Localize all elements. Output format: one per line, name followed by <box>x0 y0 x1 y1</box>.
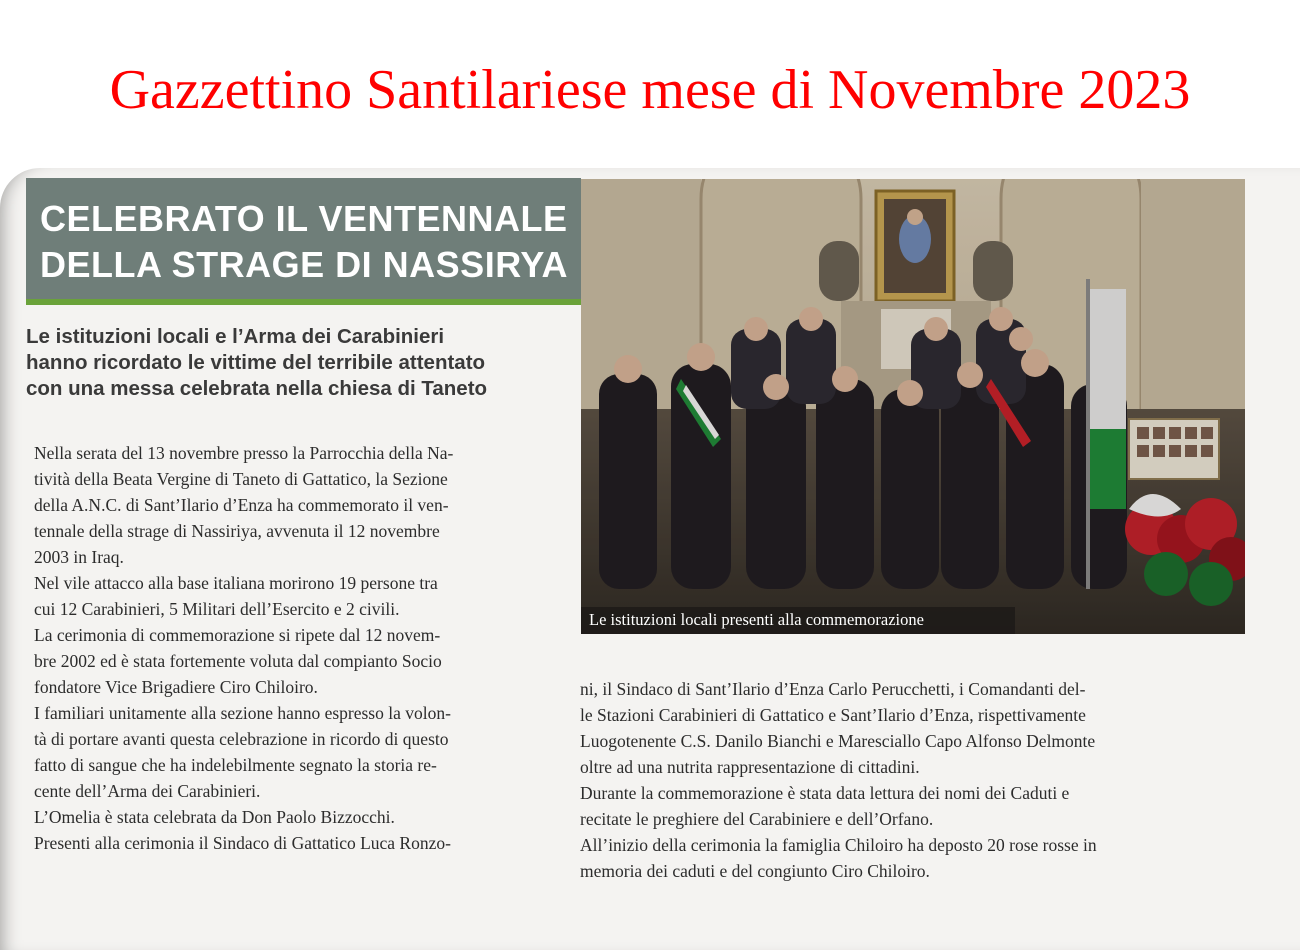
paragraph-3 <box>34 622 554 700</box>
text-line: Durante la commemorazione è stata data lettura dei nomi dei Caduti e <box>580 783 1070 803</box>
text-line: della A.N.C. di Sant’Ilario d’Enza ha commemorato il ven- <box>34 495 449 515</box>
text-line: tà di portare avanti questa celebrazione in ricordo di questo <box>34 729 449 749</box>
text-line: cente dell’Arma dei Carabinieri. <box>34 781 261 801</box>
headline-band <box>26 178 581 305</box>
text-line: le Stazioni Carabinieri di Gattatico e Sant’Ilario d’Enza, rispettivamente <box>580 705 1086 725</box>
paragraph-7 <box>580 676 1240 780</box>
text-line: Luogotenente C.S. Danilo Bianchi e Maresciallo Capo Alfonso Delmonte <box>580 731 1096 751</box>
article-right-column <box>580 676 1240 884</box>
masthead-title: Gazzettino Santilariese mese di Novembre 2023 <box>109 59 1191 121</box>
masthead <box>0 0 1300 160</box>
text-line: tennale della strage di Nassiriya, avvenuta il 12 novembre <box>34 521 440 541</box>
photo-caption-text: Le istituzioni locali presenti alla commemorazione <box>589 610 924 629</box>
paragraph-4 <box>34 700 554 804</box>
subheading-line: hanno ricordato le vittime del terribile attentato <box>26 351 486 374</box>
paragraph-6 <box>34 830 554 856</box>
article-subheading <box>26 324 571 402</box>
text-line: fondatore Vice Brigadiere Ciro Chiloiro. <box>34 677 318 697</box>
text-line: I familiari unitamente alla sezione hanno espresso la volon- <box>34 703 451 723</box>
text-line: recitate le preghiere del Carabiniere e dell’Orfano. <box>580 809 934 829</box>
text-line: bre 2002 ed è stata fortemente voluta dal compianto Socio <box>34 651 442 671</box>
text-line: cui 12 Carabinieri, 5 Militari dell’Esercito e 2 civili. <box>34 599 400 619</box>
paragraph-9 <box>580 832 1240 884</box>
text-line: tività della Beata Vergine di Taneto di Gattatico, la Sezione <box>34 469 448 489</box>
text-line: La cerimonia di commemorazione si ripete dal 12 novem- <box>34 625 441 645</box>
text-line: 2003 in Iraq. <box>34 547 124 567</box>
subheading-line: con una messa celebrata nella chiesa di Taneto <box>26 377 488 400</box>
text-line: oltre ad una nutrita rappresentazione di cittadini. <box>580 757 920 777</box>
subheading-line: Le istituzioni locali e l’Arma dei Carabinieri <box>26 325 445 348</box>
headline-line-2: DELLA STRAGE DI NASSIRYA <box>40 244 569 285</box>
text-line: memoria dei caduti e del congiunto Ciro Chiloiro. <box>580 861 930 881</box>
headline-line-1: CELEBRATO IL VENTENNALE <box>40 198 568 239</box>
text-line: Nel vile attacco alla base italiana morirono 19 persone tra <box>34 573 438 593</box>
text-line: ni, il Sindaco di Sant’Ilario d’Enza Carlo Perucchetti, i Comandanti del- <box>580 679 1086 699</box>
text-line: All’inizio della cerimonia la famiglia Chiloiro ha deposto 20 rose rosse in <box>580 835 1097 855</box>
paragraph-1 <box>34 440 554 570</box>
headline-accent-bar <box>26 299 581 305</box>
photo-caption <box>581 607 1015 634</box>
text-line: Presenti alla cerimonia il Sindaco di Gattatico Luca Ronzo- <box>34 833 451 853</box>
text-line: Nella serata del 13 novembre presso la Parrocchia della Na- <box>34 443 454 463</box>
paragraph-5 <box>34 804 554 830</box>
article-left-column <box>34 440 554 856</box>
ceremony-photo <box>581 179 1245 634</box>
paragraph-2 <box>34 570 554 622</box>
paragraph-8 <box>580 780 1240 832</box>
text-line: fatto di sangue che ha indelebilmente segnato la storia re- <box>34 755 437 775</box>
text-line: L’Omelia è stata celebrata da Don Paolo Bizzocchi. <box>34 807 395 827</box>
church-interior-illustration <box>581 179 1245 634</box>
